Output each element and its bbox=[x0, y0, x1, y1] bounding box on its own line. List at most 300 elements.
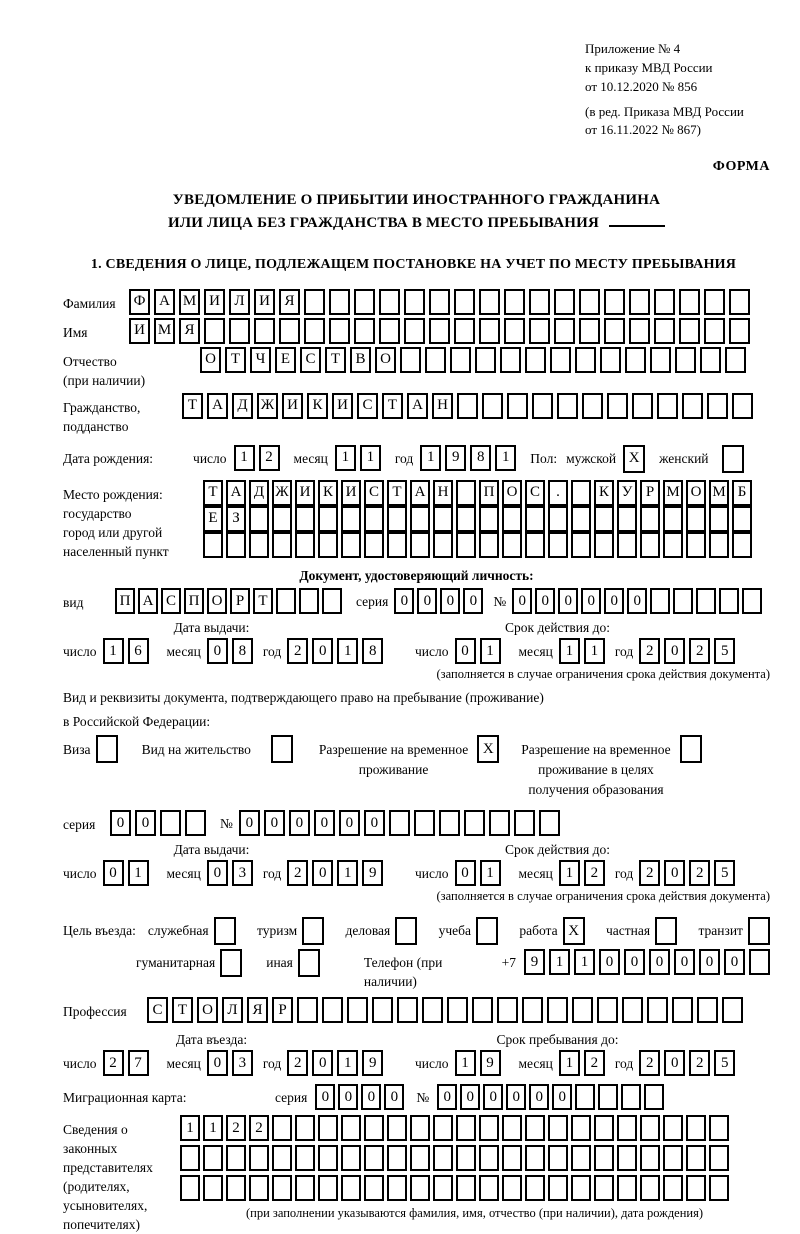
char-cell[interactable]: 9 bbox=[362, 860, 383, 886]
char-cell[interactable]: 0 bbox=[312, 860, 333, 886]
char-cell[interactable]: 1 bbox=[234, 445, 255, 471]
char-cell[interactable]: Б bbox=[732, 480, 752, 506]
char-cell[interactable] bbox=[322, 997, 343, 1023]
char-cell[interactable]: И bbox=[282, 393, 303, 419]
option-checkbox[interactable] bbox=[476, 917, 498, 945]
char-cell[interactable]: С bbox=[300, 347, 321, 373]
char-cell[interactable]: 9 bbox=[524, 949, 545, 975]
char-cell[interactable]: Ф bbox=[129, 289, 150, 315]
char-cell[interactable]: Л bbox=[222, 997, 243, 1023]
char-cell[interactable]: И bbox=[341, 480, 361, 506]
char-cell[interactable]: А bbox=[207, 393, 228, 419]
char-cell[interactable]: 0 bbox=[312, 1050, 333, 1076]
char-cell[interactable]: 1 bbox=[360, 445, 381, 471]
char-cell[interactable] bbox=[686, 532, 706, 558]
char-cell[interactable]: 1 bbox=[559, 1050, 580, 1076]
char-cell[interactable]: 2 bbox=[287, 860, 308, 886]
char-cell[interactable]: Д bbox=[249, 480, 269, 506]
char-cell[interactable]: О bbox=[375, 347, 396, 373]
char-cell[interactable]: 2 bbox=[639, 638, 660, 664]
char-cell[interactable]: Ж bbox=[272, 480, 292, 506]
char-cell[interactable] bbox=[525, 506, 545, 532]
char-cell[interactable] bbox=[226, 1145, 246, 1171]
option-checkbox[interactable]: X bbox=[563, 917, 585, 945]
char-cell[interactable]: 3 bbox=[232, 1050, 253, 1076]
char-cell[interactable]: 1 bbox=[420, 445, 441, 471]
char-cell[interactable]: С bbox=[525, 480, 545, 506]
char-cell[interactable]: П bbox=[115, 588, 135, 614]
char-cell[interactable] bbox=[525, 532, 545, 558]
char-cell[interactable] bbox=[548, 1175, 568, 1201]
char-cell[interactable] bbox=[318, 506, 338, 532]
char-cell[interactable] bbox=[404, 289, 425, 315]
char-cell[interactable]: 0 bbox=[437, 1084, 457, 1110]
char-cell[interactable] bbox=[372, 997, 393, 1023]
char-cell[interactable] bbox=[254, 318, 275, 344]
char-cell[interactable]: 0 bbox=[314, 810, 335, 836]
char-cell[interactable] bbox=[709, 532, 729, 558]
char-cell[interactable] bbox=[410, 532, 430, 558]
char-cell[interactable] bbox=[433, 506, 453, 532]
char-cell[interactable] bbox=[673, 588, 693, 614]
female-checkbox[interactable] bbox=[722, 445, 744, 473]
char-cell[interactable] bbox=[502, 1145, 522, 1171]
char-cell[interactable]: 9 bbox=[362, 1050, 383, 1076]
char-cell[interactable] bbox=[479, 1115, 499, 1141]
char-cell[interactable] bbox=[341, 1115, 361, 1141]
char-cell[interactable] bbox=[640, 1115, 660, 1141]
char-cell[interactable] bbox=[185, 810, 206, 836]
char-cell[interactable]: 1 bbox=[480, 638, 501, 664]
char-cell[interactable]: 0 bbox=[440, 588, 460, 614]
char-cell[interactable] bbox=[429, 289, 450, 315]
char-cell[interactable] bbox=[598, 1084, 618, 1110]
char-cell[interactable]: Я bbox=[279, 289, 300, 315]
char-cell[interactable]: 0 bbox=[664, 860, 685, 886]
char-cell[interactable]: 0 bbox=[417, 588, 437, 614]
char-cell[interactable]: 0 bbox=[289, 810, 310, 836]
char-cell[interactable] bbox=[456, 1145, 476, 1171]
char-cell[interactable]: Т bbox=[172, 997, 193, 1023]
char-cell[interactable] bbox=[364, 1115, 384, 1141]
char-cell[interactable]: О bbox=[200, 347, 221, 373]
char-cell[interactable] bbox=[329, 318, 350, 344]
char-cell[interactable] bbox=[489, 810, 510, 836]
char-cell[interactable] bbox=[650, 588, 670, 614]
char-cell[interactable] bbox=[387, 532, 407, 558]
char-cell[interactable] bbox=[571, 532, 591, 558]
char-cell[interactable]: С bbox=[161, 588, 181, 614]
char-cell[interactable] bbox=[682, 393, 703, 419]
char-cell[interactable]: К bbox=[307, 393, 328, 419]
char-cell[interactable]: 0 bbox=[627, 588, 647, 614]
char-cell[interactable] bbox=[632, 393, 653, 419]
char-cell[interactable] bbox=[229, 318, 250, 344]
char-cell[interactable]: 0 bbox=[558, 588, 578, 614]
char-cell[interactable]: Я bbox=[179, 318, 200, 344]
char-cell[interactable]: О bbox=[686, 480, 706, 506]
char-cell[interactable]: Н bbox=[432, 393, 453, 419]
char-cell[interactable]: А bbox=[154, 289, 175, 315]
char-cell[interactable]: 1 bbox=[480, 860, 501, 886]
char-cell[interactable]: А bbox=[226, 480, 246, 506]
char-cell[interactable] bbox=[322, 588, 342, 614]
char-cell[interactable] bbox=[249, 532, 269, 558]
option-checkbox[interactable] bbox=[214, 917, 236, 945]
char-cell[interactable] bbox=[295, 1175, 315, 1201]
char-cell[interactable]: 0 bbox=[699, 949, 720, 975]
char-cell[interactable]: 2 bbox=[287, 638, 308, 664]
char-cell[interactable]: И bbox=[332, 393, 353, 419]
char-cell[interactable] bbox=[272, 1145, 292, 1171]
char-cell[interactable] bbox=[548, 506, 568, 532]
char-cell[interactable] bbox=[604, 318, 625, 344]
char-cell[interactable] bbox=[329, 289, 350, 315]
char-cell[interactable] bbox=[429, 318, 450, 344]
char-cell[interactable]: 0 bbox=[483, 1084, 503, 1110]
char-cell[interactable]: 1 bbox=[574, 949, 595, 975]
char-cell[interactable]: 2 bbox=[689, 1050, 710, 1076]
char-cell[interactable] bbox=[404, 318, 425, 344]
char-cell[interactable]: О bbox=[207, 588, 227, 614]
char-cell[interactable] bbox=[650, 347, 671, 373]
char-cell[interactable] bbox=[502, 1115, 522, 1141]
option-checkbox[interactable] bbox=[302, 917, 324, 945]
char-cell[interactable] bbox=[732, 393, 753, 419]
char-cell[interactable] bbox=[295, 532, 315, 558]
char-cell[interactable]: 1 bbox=[337, 638, 358, 664]
char-cell[interactable] bbox=[456, 1175, 476, 1201]
char-cell[interactable]: М bbox=[179, 289, 200, 315]
char-cell[interactable] bbox=[410, 1145, 430, 1171]
char-cell[interactable]: Т bbox=[203, 480, 223, 506]
char-cell[interactable] bbox=[625, 347, 646, 373]
char-cell[interactable]: 0 bbox=[312, 638, 333, 664]
char-cell[interactable]: 8 bbox=[470, 445, 491, 471]
char-cell[interactable]: 0 bbox=[581, 588, 601, 614]
char-cell[interactable] bbox=[479, 1175, 499, 1201]
char-cell[interactable]: 1 bbox=[495, 445, 516, 471]
male-checkbox[interactable]: X bbox=[623, 445, 645, 473]
char-cell[interactable] bbox=[410, 1115, 430, 1141]
char-cell[interactable] bbox=[594, 1175, 614, 1201]
char-cell[interactable]: К bbox=[318, 480, 338, 506]
char-cell[interactable]: М bbox=[709, 480, 729, 506]
char-cell[interactable]: 0 bbox=[604, 588, 624, 614]
char-cell[interactable]: 1 bbox=[180, 1115, 200, 1141]
char-cell[interactable] bbox=[686, 1145, 706, 1171]
char-cell[interactable] bbox=[582, 393, 603, 419]
char-cell[interactable]: 2 bbox=[287, 1050, 308, 1076]
char-cell[interactable] bbox=[397, 997, 418, 1023]
char-cell[interactable] bbox=[686, 1115, 706, 1141]
char-cell[interactable] bbox=[571, 1145, 591, 1171]
char-cell[interactable] bbox=[203, 1145, 223, 1171]
char-cell[interactable] bbox=[341, 1175, 361, 1201]
char-cell[interactable] bbox=[422, 997, 443, 1023]
char-cell[interactable] bbox=[379, 289, 400, 315]
char-cell[interactable]: И bbox=[254, 289, 275, 315]
char-cell[interactable]: П bbox=[479, 480, 499, 506]
char-cell[interactable]: Р bbox=[230, 588, 250, 614]
char-cell[interactable] bbox=[644, 1084, 664, 1110]
char-cell[interactable]: 0 bbox=[529, 1084, 549, 1110]
char-cell[interactable]: П bbox=[184, 588, 204, 614]
char-cell[interactable]: С bbox=[147, 997, 168, 1023]
char-cell[interactable] bbox=[272, 532, 292, 558]
char-cell[interactable] bbox=[525, 1175, 545, 1201]
char-cell[interactable] bbox=[456, 480, 476, 506]
char-cell[interactable]: 0 bbox=[463, 588, 483, 614]
char-cell[interactable] bbox=[594, 532, 614, 558]
char-cell[interactable] bbox=[547, 997, 568, 1023]
char-cell[interactable] bbox=[447, 997, 468, 1023]
char-cell[interactable] bbox=[554, 318, 575, 344]
char-cell[interactable]: Т bbox=[382, 393, 403, 419]
char-cell[interactable] bbox=[454, 318, 475, 344]
char-cell[interactable] bbox=[479, 1145, 499, 1171]
char-cell[interactable] bbox=[663, 1175, 683, 1201]
char-cell[interactable] bbox=[318, 1175, 338, 1201]
char-cell[interactable]: 0 bbox=[664, 638, 685, 664]
char-cell[interactable] bbox=[640, 532, 660, 558]
char-cell[interactable]: 1 bbox=[335, 445, 356, 471]
char-cell[interactable]: Т bbox=[225, 347, 246, 373]
char-cell[interactable] bbox=[304, 318, 325, 344]
char-cell[interactable]: У bbox=[617, 480, 637, 506]
char-cell[interactable]: 0 bbox=[664, 1050, 685, 1076]
char-cell[interactable] bbox=[679, 289, 700, 315]
char-cell[interactable]: 0 bbox=[207, 638, 228, 664]
char-cell[interactable]: 1 bbox=[584, 638, 605, 664]
char-cell[interactable]: Р bbox=[272, 997, 293, 1023]
char-cell[interactable] bbox=[617, 506, 637, 532]
char-cell[interactable] bbox=[387, 506, 407, 532]
char-cell[interactable]: 2 bbox=[259, 445, 280, 471]
char-cell[interactable] bbox=[579, 318, 600, 344]
char-cell[interactable]: 0 bbox=[364, 810, 385, 836]
char-cell[interactable] bbox=[663, 1115, 683, 1141]
char-cell[interactable] bbox=[696, 588, 716, 614]
char-cell[interactable]: С bbox=[357, 393, 378, 419]
char-cell[interactable] bbox=[700, 347, 721, 373]
char-cell[interactable] bbox=[607, 393, 628, 419]
option-checkbox[interactable] bbox=[220, 949, 242, 977]
char-cell[interactable] bbox=[686, 1175, 706, 1201]
char-cell[interactable]: 8 bbox=[362, 638, 383, 664]
char-cell[interactable] bbox=[709, 1145, 729, 1171]
char-cell[interactable]: 0 bbox=[724, 949, 745, 975]
char-cell[interactable] bbox=[617, 532, 637, 558]
char-cell[interactable] bbox=[654, 318, 675, 344]
char-cell[interactable] bbox=[464, 810, 485, 836]
char-cell[interactable] bbox=[433, 1115, 453, 1141]
char-cell[interactable] bbox=[679, 318, 700, 344]
char-cell[interactable]: Р bbox=[640, 480, 660, 506]
char-cell[interactable] bbox=[571, 506, 591, 532]
char-cell[interactable]: 2 bbox=[249, 1115, 269, 1141]
char-cell[interactable]: 0 bbox=[207, 1050, 228, 1076]
char-cell[interactable] bbox=[456, 532, 476, 558]
char-cell[interactable] bbox=[433, 532, 453, 558]
char-cell[interactable]: 2 bbox=[226, 1115, 246, 1141]
char-cell[interactable] bbox=[454, 289, 475, 315]
char-cell[interactable] bbox=[410, 1175, 430, 1201]
char-cell[interactable] bbox=[299, 588, 319, 614]
char-cell[interactable] bbox=[341, 506, 361, 532]
char-cell[interactable] bbox=[532, 393, 553, 419]
char-cell[interactable] bbox=[548, 1115, 568, 1141]
char-cell[interactable] bbox=[575, 1084, 595, 1110]
char-cell[interactable]: Д bbox=[232, 393, 253, 419]
char-cell[interactable]: З bbox=[226, 506, 246, 532]
char-cell[interactable] bbox=[571, 1115, 591, 1141]
char-cell[interactable]: 0 bbox=[674, 949, 695, 975]
char-cell[interactable]: И bbox=[204, 289, 225, 315]
char-cell[interactable] bbox=[389, 810, 410, 836]
char-cell[interactable]: 9 bbox=[445, 445, 466, 471]
char-cell[interactable]: 0 bbox=[506, 1084, 526, 1110]
char-cell[interactable] bbox=[504, 289, 525, 315]
char-cell[interactable]: 8 bbox=[232, 638, 253, 664]
char-cell[interactable] bbox=[475, 347, 496, 373]
char-cell[interactable] bbox=[525, 1115, 545, 1141]
char-cell[interactable] bbox=[249, 1145, 269, 1171]
char-cell[interactable]: 0 bbox=[239, 810, 260, 836]
char-cell[interactable] bbox=[617, 1175, 637, 1201]
char-cell[interactable]: 9 bbox=[480, 1050, 501, 1076]
char-cell[interactable]: Е bbox=[203, 506, 223, 532]
char-cell[interactable] bbox=[575, 347, 596, 373]
char-cell[interactable]: 0 bbox=[207, 860, 228, 886]
char-cell[interactable] bbox=[732, 532, 752, 558]
char-cell[interactable] bbox=[571, 480, 591, 506]
char-cell[interactable] bbox=[276, 588, 296, 614]
char-cell[interactable]: Ж bbox=[257, 393, 278, 419]
char-cell[interactable] bbox=[347, 997, 368, 1023]
char-cell[interactable]: К bbox=[594, 480, 614, 506]
char-cell[interactable]: 5 bbox=[714, 860, 735, 886]
char-cell[interactable] bbox=[704, 289, 725, 315]
char-cell[interactable] bbox=[364, 532, 384, 558]
char-cell[interactable] bbox=[604, 289, 625, 315]
char-cell[interactable]: 0 bbox=[110, 810, 131, 836]
char-cell[interactable]: 1 bbox=[549, 949, 570, 975]
char-cell[interactable]: 0 bbox=[512, 588, 532, 614]
char-cell[interactable] bbox=[203, 532, 223, 558]
char-cell[interactable]: Е bbox=[275, 347, 296, 373]
char-cell[interactable] bbox=[364, 506, 384, 532]
char-cell[interactable]: 0 bbox=[455, 638, 476, 664]
char-cell[interactable] bbox=[640, 1175, 660, 1201]
char-cell[interactable] bbox=[272, 1175, 292, 1201]
char-cell[interactable] bbox=[529, 289, 550, 315]
char-cell[interactable]: 2 bbox=[103, 1050, 124, 1076]
char-cell[interactable]: 2 bbox=[639, 1050, 660, 1076]
char-cell[interactable] bbox=[364, 1145, 384, 1171]
char-cell[interactable]: С bbox=[364, 480, 384, 506]
char-cell[interactable] bbox=[629, 318, 650, 344]
char-cell[interactable]: Ч bbox=[250, 347, 271, 373]
char-cell[interactable] bbox=[647, 997, 668, 1023]
char-cell[interactable]: 1 bbox=[455, 1050, 476, 1076]
option-checkbox[interactable] bbox=[298, 949, 320, 977]
char-cell[interactable]: 1 bbox=[337, 860, 358, 886]
char-cell[interactable] bbox=[707, 393, 728, 419]
char-cell[interactable]: 1 bbox=[128, 860, 149, 886]
char-cell[interactable] bbox=[295, 506, 315, 532]
temp-residence-education-checkbox[interactable] bbox=[680, 735, 702, 763]
char-cell[interactable]: 0 bbox=[339, 810, 360, 836]
char-cell[interactable] bbox=[502, 506, 522, 532]
char-cell[interactable]: А bbox=[138, 588, 158, 614]
char-cell[interactable]: 1 bbox=[103, 638, 124, 664]
char-cell[interactable] bbox=[663, 532, 683, 558]
char-cell[interactable] bbox=[597, 997, 618, 1023]
char-cell[interactable] bbox=[500, 347, 521, 373]
char-cell[interactable] bbox=[502, 532, 522, 558]
char-cell[interactable] bbox=[539, 810, 560, 836]
char-cell[interactable]: 0 bbox=[135, 810, 156, 836]
char-cell[interactable] bbox=[709, 1175, 729, 1201]
char-cell[interactable]: 6 bbox=[128, 638, 149, 664]
char-cell[interactable]: И bbox=[129, 318, 150, 344]
char-cell[interactable] bbox=[554, 289, 575, 315]
char-cell[interactable] bbox=[226, 532, 246, 558]
char-cell[interactable]: И bbox=[295, 480, 315, 506]
char-cell[interactable] bbox=[457, 393, 478, 419]
char-cell[interactable]: А bbox=[407, 393, 428, 419]
char-cell[interactable] bbox=[640, 506, 660, 532]
char-cell[interactable] bbox=[482, 393, 503, 419]
char-cell[interactable] bbox=[387, 1115, 407, 1141]
char-cell[interactable] bbox=[456, 1115, 476, 1141]
char-cell[interactable] bbox=[387, 1145, 407, 1171]
char-cell[interactable] bbox=[354, 318, 375, 344]
char-cell[interactable]: . bbox=[548, 480, 568, 506]
char-cell[interactable] bbox=[341, 532, 361, 558]
char-cell[interactable] bbox=[725, 347, 746, 373]
char-cell[interactable] bbox=[622, 997, 643, 1023]
char-cell[interactable] bbox=[729, 318, 750, 344]
char-cell[interactable] bbox=[722, 997, 743, 1023]
char-cell[interactable] bbox=[318, 1145, 338, 1171]
char-cell[interactable] bbox=[675, 347, 696, 373]
char-cell[interactable] bbox=[621, 1084, 641, 1110]
char-cell[interactable]: 0 bbox=[394, 588, 414, 614]
char-cell[interactable]: 0 bbox=[552, 1084, 572, 1110]
char-cell[interactable] bbox=[414, 810, 435, 836]
char-cell[interactable]: 2 bbox=[639, 860, 660, 886]
option-checkbox[interactable] bbox=[395, 917, 417, 945]
char-cell[interactable] bbox=[600, 347, 621, 373]
char-cell[interactable] bbox=[479, 318, 500, 344]
char-cell[interactable] bbox=[663, 1145, 683, 1171]
char-cell[interactable]: 0 bbox=[384, 1084, 404, 1110]
char-cell[interactable] bbox=[387, 1175, 407, 1201]
char-cell[interactable]: О bbox=[197, 997, 218, 1023]
char-cell[interactable] bbox=[364, 1175, 384, 1201]
char-cell[interactable]: Я bbox=[247, 997, 268, 1023]
char-cell[interactable]: Т bbox=[325, 347, 346, 373]
char-cell[interactable]: 1 bbox=[337, 1050, 358, 1076]
char-cell[interactable] bbox=[425, 347, 446, 373]
char-cell[interactable]: Л bbox=[229, 289, 250, 315]
temp-residence-checkbox[interactable]: X bbox=[477, 735, 499, 763]
char-cell[interactable] bbox=[579, 289, 600, 315]
char-cell[interactable] bbox=[709, 506, 729, 532]
visa-checkbox[interactable] bbox=[96, 735, 118, 763]
